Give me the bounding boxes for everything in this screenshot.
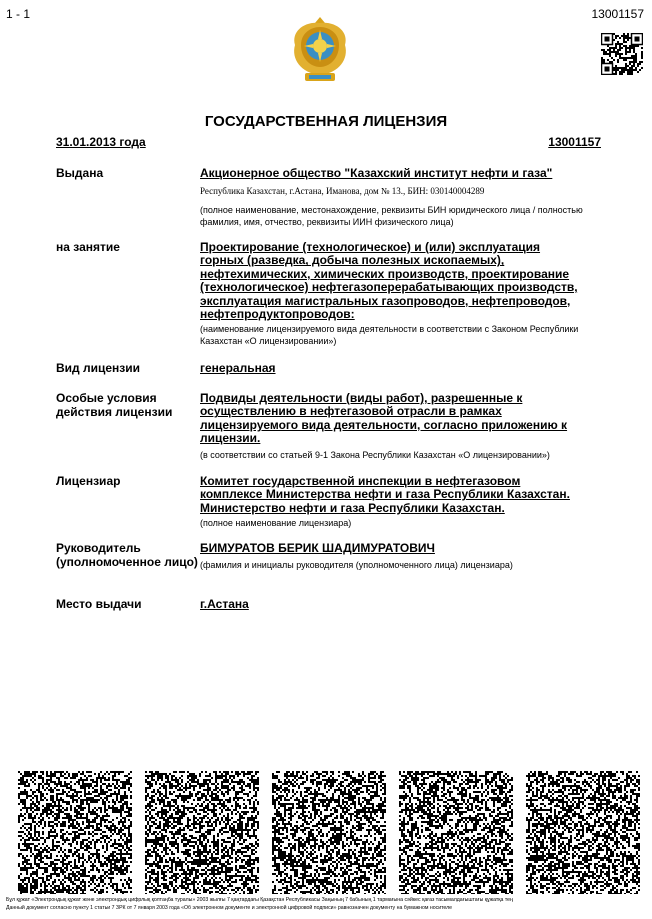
special-conditions-label-1: Особые условия xyxy=(56,391,157,405)
licensor-note: (полное наименование лицензиара) xyxy=(200,518,352,528)
activity-value: Проектирование (технологическое) и (или) эксплуатация горных (разведка, добыча полезных ископаемых), нефтехимических, химических производств, проектирование (технологическое) нефтегазоперерабатывающих производств, эксплуатация магистральных газопроводов, нефтепроводов, нефтепродуктопроводов: xyxy=(200,240,578,322)
activity-label: на занятие xyxy=(56,240,120,254)
place-label: Место выдачи xyxy=(56,597,142,611)
head-note: (фамилия и инициалы руководителя (уполномоченного лица) лицензиара) xyxy=(200,560,513,570)
document-title: ГОСУДАРСТВЕННАЯ ЛИЦЕНЗИЯ xyxy=(204,113,448,130)
corner-number: 13001157 xyxy=(591,7,644,21)
state-emblem xyxy=(287,15,353,87)
license-number: 13001157 xyxy=(548,135,601,149)
issue-date: 31.01.2013 года xyxy=(56,135,146,149)
issued-to-value: Акционерное общество "Казахский институт нефти и газа" xyxy=(200,166,553,180)
activity-note: (наименование лицензируемого вида деятельности в соответствии с Законом Республики Казахстан «О лицензировании») xyxy=(200,324,579,346)
licensor-value: Комитет государственной инспекции в нефтегазовом комплексе Министерства нефти и газа Республики Казахстан. Министерство нефти и газа Республики Казахстан. xyxy=(200,474,570,515)
head-label-1: Руководитель xyxy=(56,541,141,555)
footer-ru: Данный документ согласно пункту 1 статьи 7 ЗРК от 7 января 2003 года «Об электронном документе и электронной цифровой подписи» равнозначен документу на бумажном носителе xyxy=(6,905,453,911)
license-type-value: генеральная xyxy=(200,361,276,375)
head-value: БИМУРАТОВ БЕРИК ШАДИМУРАТОВИЧ xyxy=(200,541,435,555)
license-type-label: Вид лицензии xyxy=(56,361,141,375)
place-value: г.Астана xyxy=(200,597,249,611)
head-label-2: (уполномоченное лицо) xyxy=(56,555,198,569)
special-conditions-note: (в соответствии со статьей 9-1 Закона Республики Казахстан «О лицензировании») xyxy=(200,450,550,460)
issued-to-address: Республика Казахстан, г.Астана, Иманова, дом № 13., БИН: 030140004289 xyxy=(200,186,485,196)
footer-kz: Бұл құжат «Электрондық құжат және электрондық цифрлық қолтаңба туралы» 2003 жылғы 7 қаңтардағы Қазақстан Республикасы Заңының 7 бабының 1 тармағына сәйкес қағаз тасымалдағыштағы құжатқа тең xyxy=(6,897,513,903)
digital-signature-barcodes xyxy=(18,771,642,894)
issued-to-label: Выдана xyxy=(56,166,104,180)
special-conditions-label-2: действия лицензии xyxy=(56,405,173,419)
licensor-label: Лицензиар xyxy=(56,474,121,488)
special-conditions-value: Подвиды деятельности (виды работ), разрешенные к осуществлению в нефтегазовой отрасли в рамках лицензируемого вида деятельности, согласно приложению к лицензии. xyxy=(200,391,568,446)
qr-code xyxy=(601,33,643,75)
page-marker: 1 - 1 xyxy=(6,7,31,21)
issued-to-note: (полное наименование, местонахождение, реквизиты БИН юридического лица / полностью фамилия, имя, отчество, реквизиты ИИН физического лица) xyxy=(200,205,583,227)
